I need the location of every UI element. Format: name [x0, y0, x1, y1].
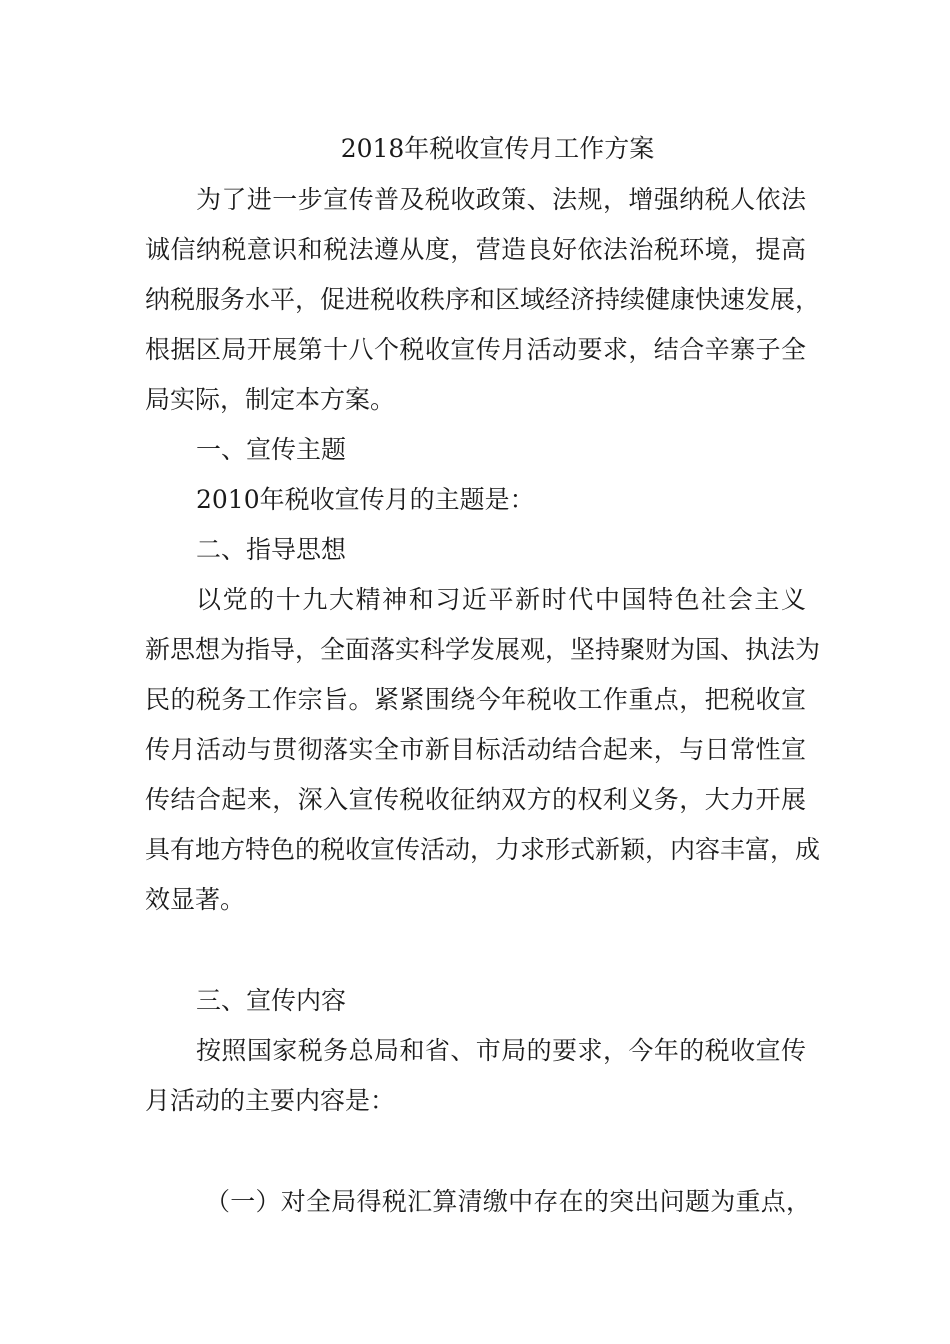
document-title: 2018年税收宣传月工作方案 [340, 134, 655, 163]
paragraph-line: 2010年税收宣传月的主题是： [196, 485, 535, 514]
paragraph-line: 根据区局开展第十八个税收宣传月活动要求，结合辛寨子全 [145, 335, 806, 364]
section-heading: 二、指导思想 [196, 535, 347, 564]
paragraph-line: 纳税服务水平，促进税收秩序和区域经济持续健康快速发展， [145, 285, 821, 314]
paragraph-line: 新思想为指导，全面落实科学发展观，坚持聚财为国、执法为 [145, 635, 821, 664]
paragraph-line: 按照国家税务总局和省、市局的要求，今年的税收宣传 [196, 1036, 806, 1065]
paragraph-line: 效显著。 [145, 885, 246, 914]
paragraph-line: 以党的十九大精神和习近平新时代中国特色社会主义 [196, 585, 806, 614]
paragraph-line: 传月活动与贯彻落实全市新目标活动结合起来，与日常性宣 [145, 735, 806, 764]
paragraph-line: 传结合起来，深入宣传税收征纳双方的权利义务，大力开展 [145, 785, 806, 814]
paragraph-line: 具有地方特色的税收宣传活动，力求形式新颖，内容丰富，成 [145, 835, 821, 864]
paragraph-line: 局实际，制定本方案。 [145, 385, 396, 414]
section-heading: 三、宣传内容 [196, 986, 347, 1015]
paragraph-line: 月活动的主要内容是： [145, 1086, 396, 1115]
paragraph-line: 诚信纳税意识和税法遵从度，营造良好依法治税环境，提高 [145, 235, 806, 264]
paragraph-line: （一）对全局得税汇算清缴中存在的突出问题为重点， [205, 1187, 811, 1216]
paragraph-line: 为了进一步宣传普及税收政策、法规，增强纳税人依法 [196, 185, 806, 214]
paragraph-line: 民的税务工作宗旨。紧紧围绕今年税收工作重点，把税收宣 [145, 685, 806, 714]
section-heading: 一、宣传主题 [196, 435, 347, 464]
